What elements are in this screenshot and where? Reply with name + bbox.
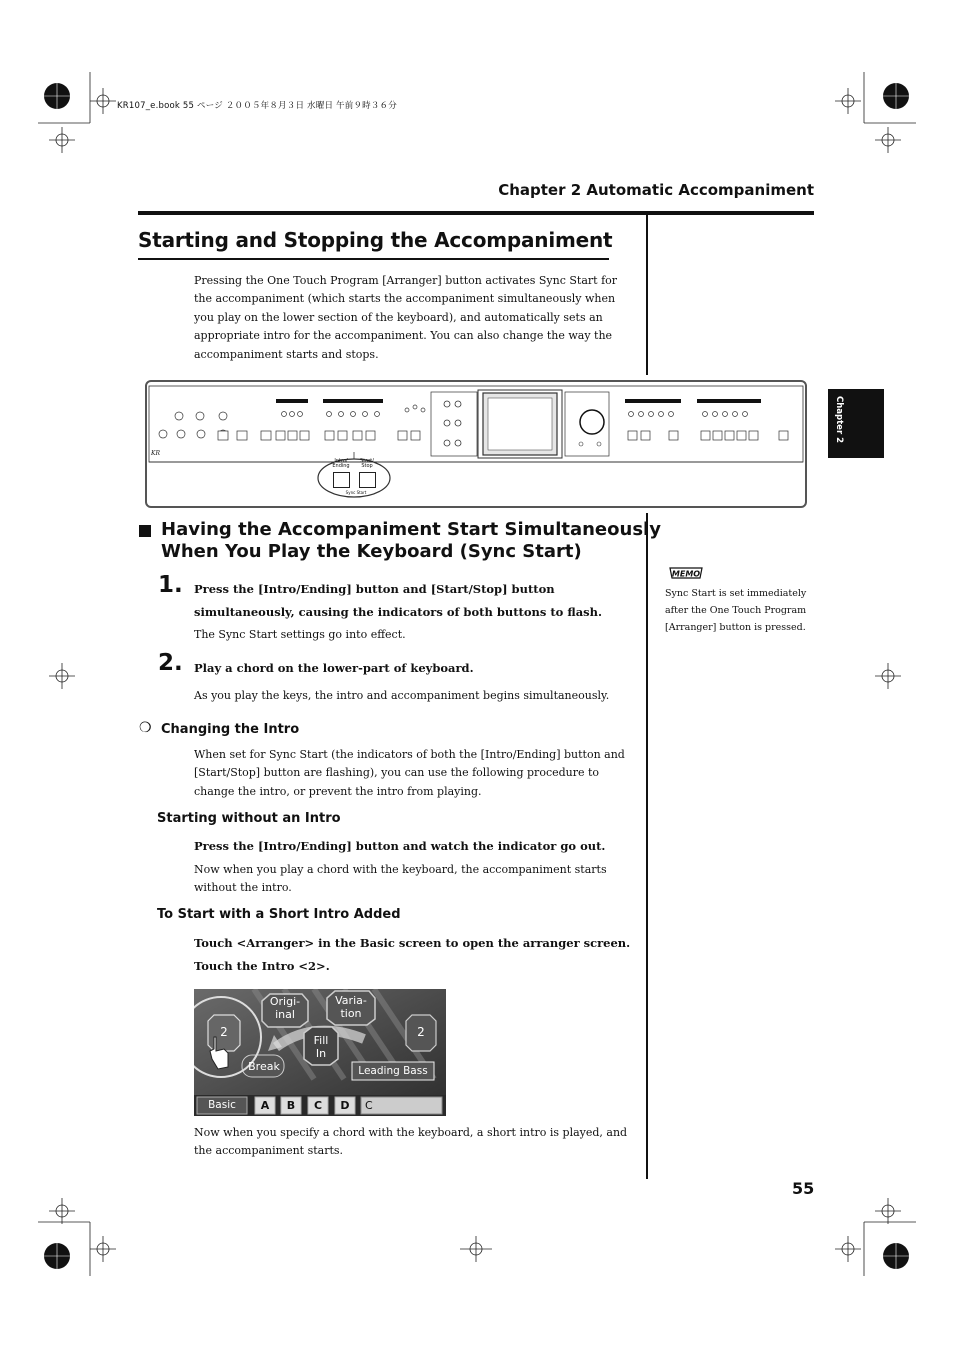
without-intro-title: Starting without an Intro bbox=[157, 811, 341, 826]
memo-text: Sync Start is set immediately after the One Touch Program [Arranger] button is pressed. bbox=[665, 588, 807, 634]
break-button[interactable]: Break bbox=[248, 1060, 280, 1073]
chord-display: C bbox=[365, 1099, 373, 1112]
variation-c-button[interactable]: C bbox=[313, 1099, 323, 1112]
section-title-rule bbox=[138, 258, 609, 260]
subsection-title-line1: Having the Accompaniment Start Simultaneously bbox=[161, 519, 661, 540]
memo-icon bbox=[668, 565, 704, 581]
changing-intro-title: Changing the Intro bbox=[161, 722, 300, 737]
start-stop-label: Start/ Stop bbox=[360, 458, 374, 469]
variation-a-button[interactable]: A bbox=[260, 1099, 270, 1112]
panel-drawing bbox=[145, 380, 807, 508]
variation-button[interactable]: Varia- tion bbox=[335, 994, 367, 1020]
running-head: Chapter 2 Automatic Accompaniment bbox=[498, 181, 814, 199]
ending-2-button[interactable]: 2 bbox=[417, 1025, 425, 1039]
basic-button[interactable]: Basic bbox=[208, 1099, 236, 1111]
column-rule-top bbox=[646, 215, 648, 375]
memo-label: MEMO bbox=[671, 569, 701, 579]
intro-ending-label: Intro/ Ending bbox=[332, 458, 350, 469]
column-rule-bottom bbox=[646, 513, 648, 1179]
svg-text:KR: KR bbox=[151, 450, 160, 457]
subsection-title-line2: When You Play the Keyboard (Sync Start) bbox=[161, 541, 582, 562]
without-intro-paragraph: Now when you play a chord with the keyboard, the accompaniment starts without the intro. bbox=[194, 863, 607, 895]
step-2-note: As you play the keys, the intro and accompaniment begins simultaneously. bbox=[194, 689, 610, 702]
short-intro-paragraph: Now when you specify a chord with the keyboard, a short intro is played, and the accompaniment starts. bbox=[194, 1126, 628, 1158]
without-intro-instruction: Press the [Intro/Ending] button and watch the indicator go out. bbox=[194, 839, 606, 853]
control-panel-illustration bbox=[145, 380, 807, 508]
arranger-screen-image bbox=[194, 989, 446, 1116]
sync-start-caption: Sync Start bbox=[345, 490, 367, 495]
file-header: KR107_e.book 55 ページ ２００５年８月３日 水曜日 午前９時３６分 bbox=[117, 101, 397, 111]
step-2-number: 2. bbox=[158, 650, 183, 676]
variation-b-button[interactable]: B bbox=[286, 1099, 296, 1112]
short-intro-instruction-2: Touch the Intro <2>. bbox=[194, 959, 330, 973]
circle-bullet-icon: ❍ bbox=[139, 720, 152, 736]
section-title: Starting and Stopping the Accompaniment bbox=[138, 228, 613, 252]
intro-2-button[interactable]: 2 bbox=[220, 1025, 228, 1039]
chapter-side-tab bbox=[828, 389, 884, 458]
fill-in-button[interactable]: Fill In bbox=[313, 1034, 329, 1060]
changing-intro-paragraph: When set for Sync Start (the indicators of both the [Intro/Ending] button and [Start/Stop] button are flashing), you can use the following procedure to change the intro, or prevent the intro from playing. bbox=[194, 748, 625, 798]
intro-paragraph: Pressing the One Touch Program [Arranger] button activates Sync Start for the accompaniment (which starts the accompaniment simultaneously when you play on the lower section of the keyboard), and automatically sets an appropriate intro for the accompaniment. You can also change the way the accompaniment starts and stops. bbox=[194, 274, 618, 361]
step-1-instruction: Press the [Intro/Ending] button and [Start/Stop] button simultaneously, causing the indicators of both buttons to flash. bbox=[194, 582, 602, 619]
original-button[interactable]: Origi- inal bbox=[269, 995, 301, 1021]
short-intro-title: To Start with a Short Intro Added bbox=[157, 907, 401, 922]
leading-bass-button[interactable]: Leading Bass bbox=[358, 1065, 428, 1077]
step-1-note: The Sync Start settings go into effect. bbox=[194, 628, 406, 641]
subsection-title bbox=[161, 519, 661, 563]
step-1-number: 1. bbox=[158, 572, 183, 598]
step-2-instruction: Play a chord on the lower-part of keyboard. bbox=[194, 661, 474, 675]
variation-d-button[interactable]: D bbox=[340, 1099, 350, 1112]
short-intro-instruction-1: Touch <Arranger> in the Basic screen to open the arranger screen. bbox=[194, 936, 631, 950]
intro-ending-button[interactable] bbox=[333, 472, 350, 488]
running-head-rule bbox=[138, 211, 814, 215]
chapter-side-tab-label: Chapter 2 bbox=[834, 396, 844, 444]
page-number: 55 bbox=[792, 1179, 815, 1198]
heading-square-icon bbox=[139, 525, 151, 537]
start-stop-button[interactable] bbox=[359, 472, 376, 488]
